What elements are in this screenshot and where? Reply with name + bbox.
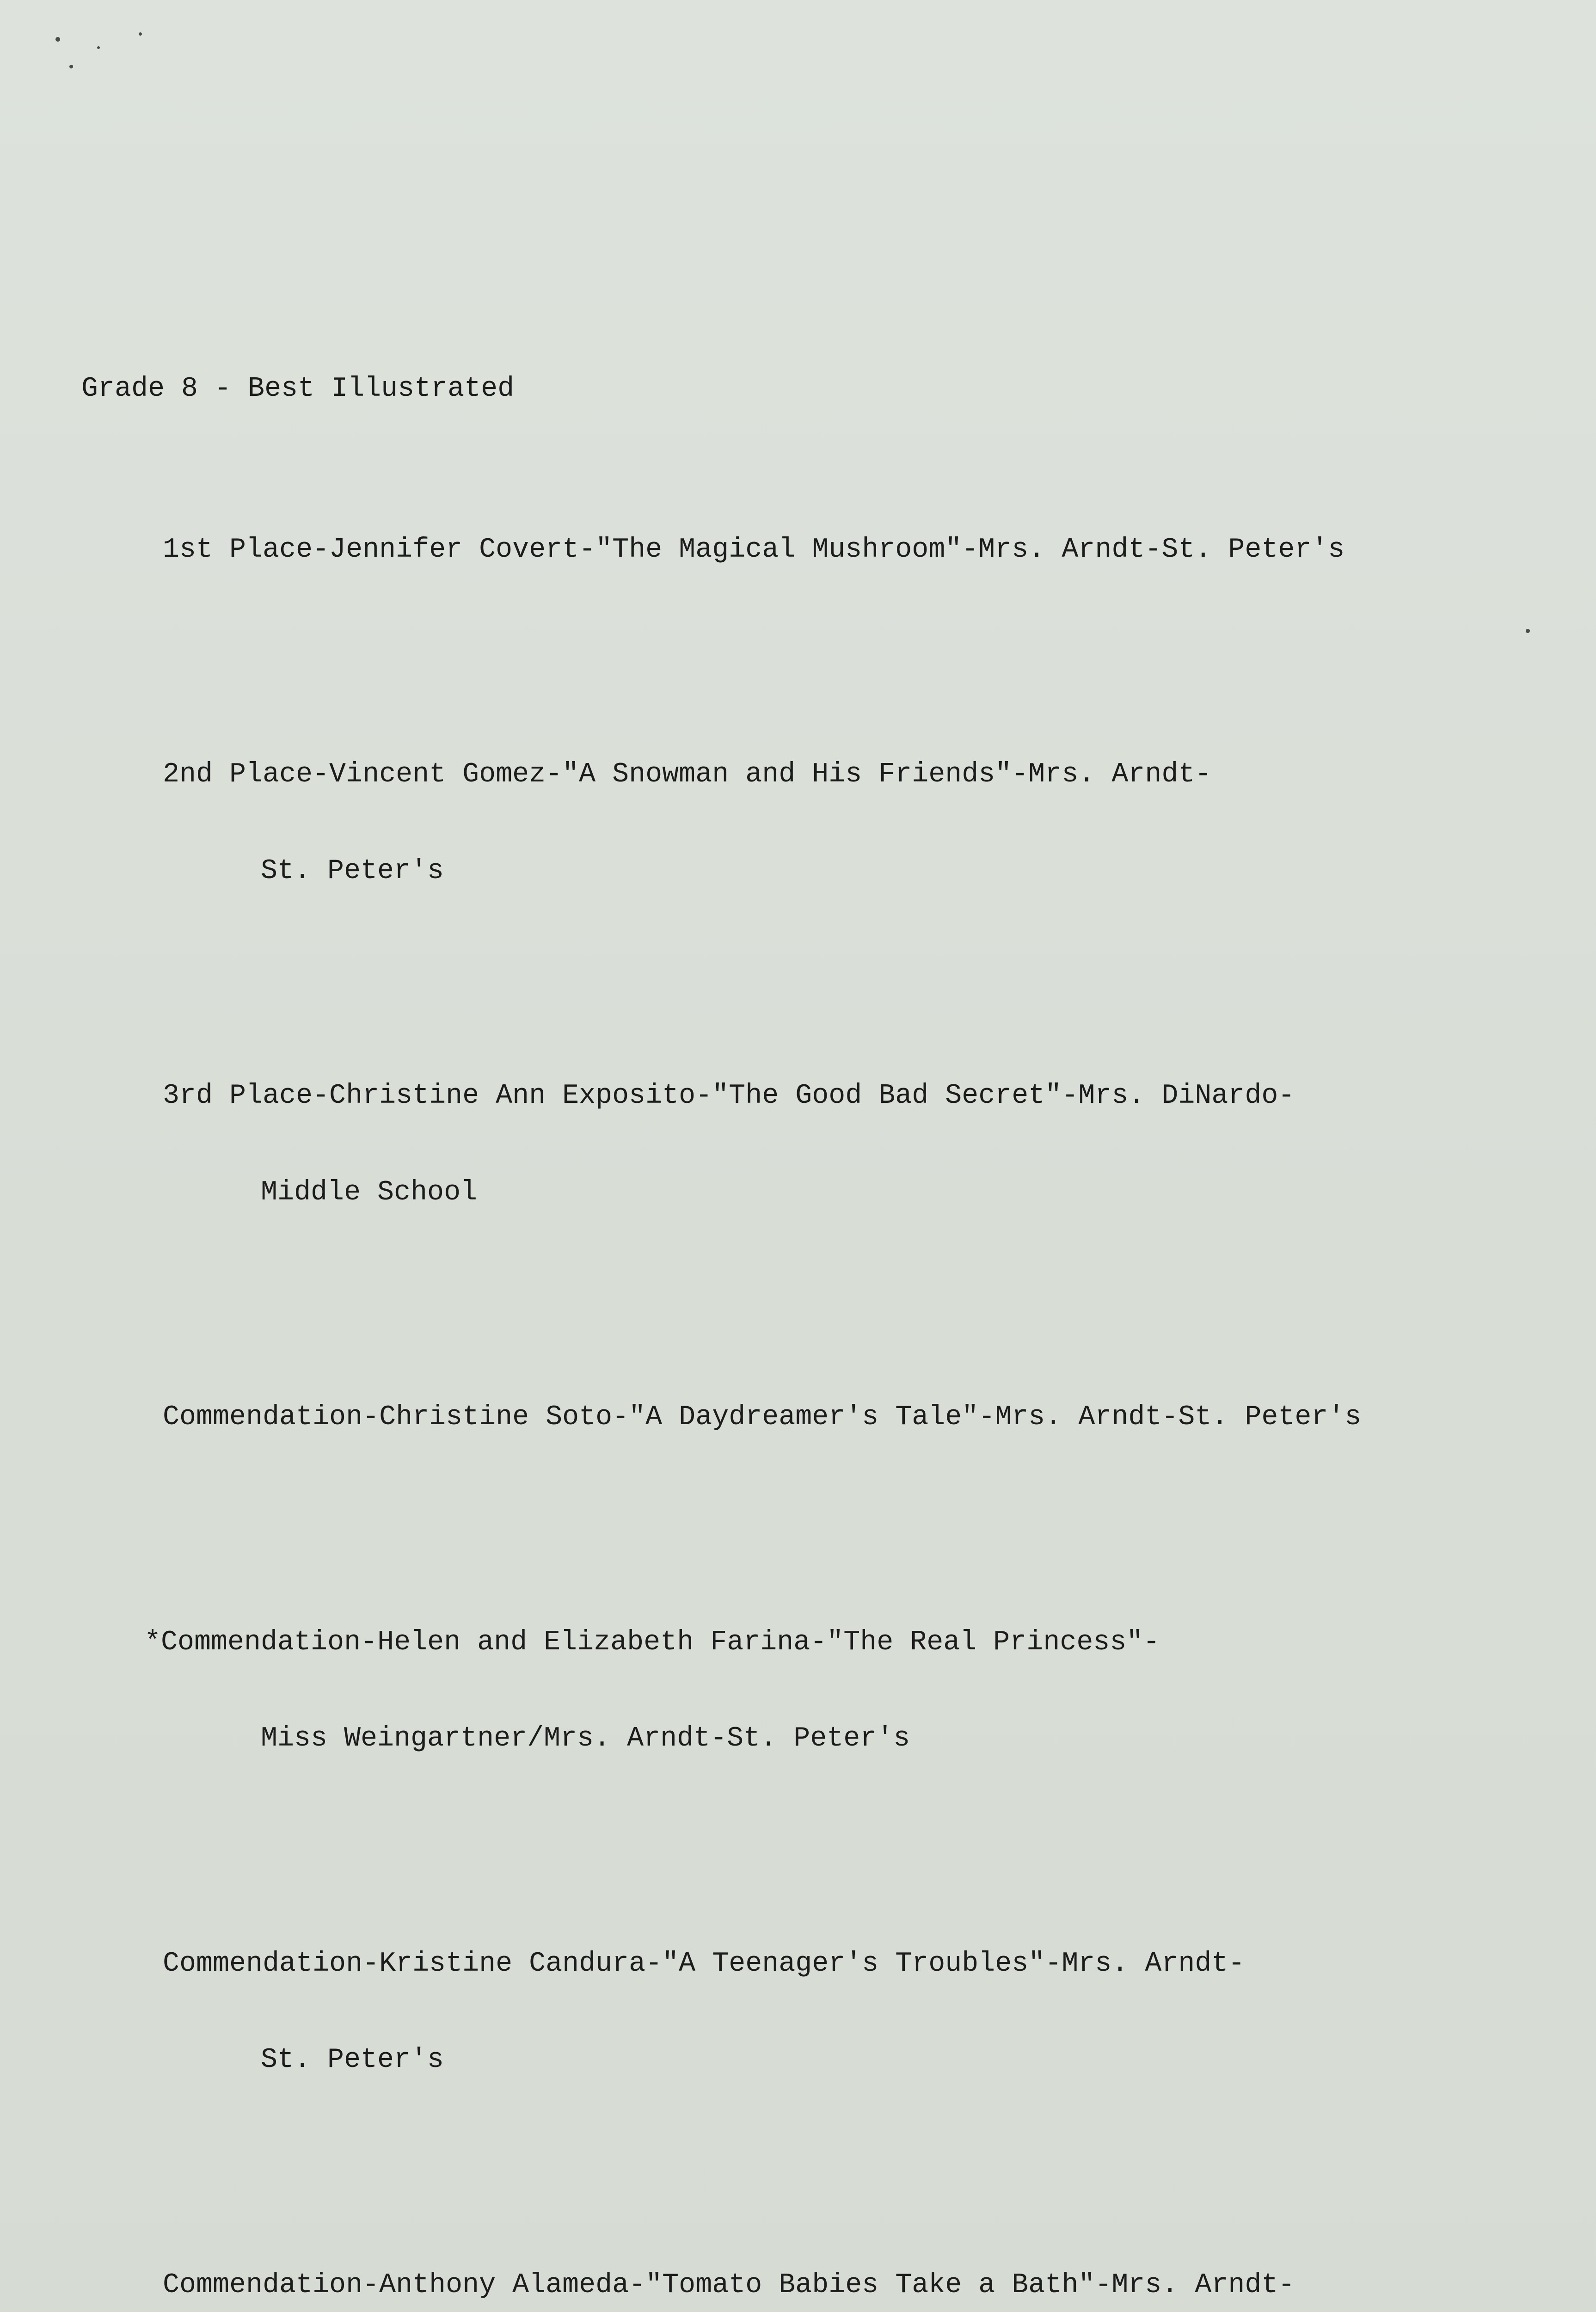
- award-entry-starred: [81, 1562, 1589, 1820]
- awards-list: [81, 180, 1589, 2312]
- entry-line-continued: Middle School: [261, 1176, 478, 1208]
- entry-line-continued: Miss Weingartner/Mrs. Arndt-St. Peter's: [261, 1723, 910, 1754]
- entry-line-continued: St. Peter's: [261, 855, 444, 887]
- award-entry: [81, 695, 1589, 952]
- award-entry: [81, 1016, 1589, 1273]
- award-entry: [81, 470, 1589, 631]
- paper-speck: [97, 46, 100, 49]
- entry-line: 1st Place-Jennifer Covert-"The Magical Mushroom"-Mrs. Arndt-St. Peter's: [163, 534, 1345, 566]
- award-entry: [81, 1884, 1589, 2141]
- paper-speck: [55, 37, 60, 42]
- entry-line: Commendation-Christine Soto-"A Daydreamer's Tale"-Mrs. Arndt-St. Peter's: [163, 1402, 1362, 1433]
- entry-line: 2nd Place-Vincent Gomez-"A Snowman and His Friends"-Mrs. Arndt-: [163, 759, 1212, 790]
- award-entry: [81, 1337, 1589, 1498]
- entry-line: Commendation-Kristine Candura-"A Teenager's Troubles"-Mrs. Arndt-: [163, 1948, 1245, 1980]
- entry-line: *Commendation-Helen and Elizabeth Farina-"The Real Princess"-: [144, 1626, 1160, 1658]
- entry-line: 3rd Place-Christine Ann Exposito-"The Good Bad Secret"-Mrs. DiNardo-: [163, 1080, 1295, 1112]
- award-entry: [81, 2205, 1589, 2312]
- section-grade-8-best-illustrated: [81, 309, 1589, 2312]
- paper-speck: [69, 65, 73, 68]
- paper-speck: [139, 32, 142, 36]
- entry-line: Commendation-Anthony Alameda-"Tomato Babies Take a Bath"-Mrs. Arndt-: [163, 2269, 1295, 2301]
- section-heading: Grade 8 - Best Illustrated: [81, 373, 515, 405]
- entry-line-continued: St. Peter's: [261, 2044, 444, 2076]
